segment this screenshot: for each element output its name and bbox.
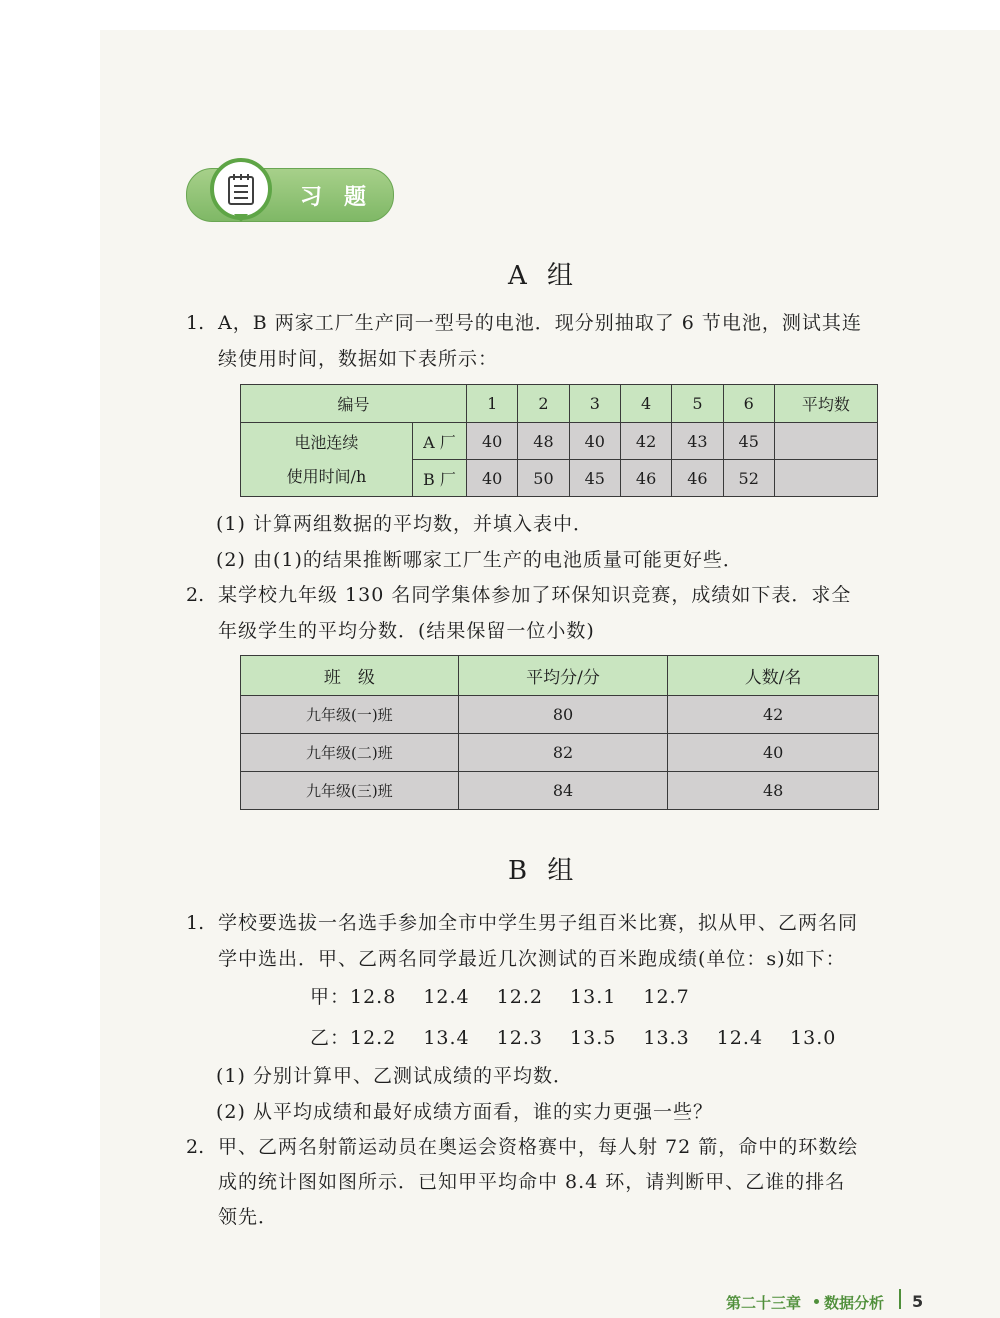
- jia-scores: 甲：12.8 12.4 12.2 13.1 12.7: [310, 986, 690, 1008]
- question-b2-number: 2.: [186, 1136, 205, 1158]
- question-b1-sub2: (2) 从平均成绩和最好成绩方面看，谁的实力更强一些？: [216, 1101, 713, 1123]
- table-id-cell: 4: [620, 385, 671, 423]
- table-id-cell: 1: [467, 385, 518, 423]
- question-a2-number: 2.: [186, 584, 205, 606]
- question-b1-sub1: (1) 分别计算甲、乙测试成绩的平均数．: [216, 1065, 573, 1087]
- question-b1-line2: 学中选出．甲、乙两名同学最近几次测试的百米跑成绩(单位：s)如下：: [218, 948, 846, 970]
- table-cell: 43: [672, 423, 723, 460]
- exercise-badge-label: 习题: [300, 185, 389, 210]
- table-cell: 42: [668, 696, 879, 734]
- class-score-table: [240, 655, 879, 810]
- page-number: 5: [912, 1292, 924, 1311]
- question-b2-line3: 领先．: [218, 1206, 279, 1228]
- table-cell: 50: [518, 460, 569, 497]
- question-b1-line1: 学校要选拔一名选手参加全市中学生男子组百米比赛，拟从甲、乙两名同: [218, 912, 859, 934]
- question-a1-number: 1.: [186, 312, 205, 334]
- table-cell: 40: [467, 423, 518, 460]
- table-cell: 48: [668, 772, 879, 810]
- table-cell: 45: [723, 423, 774, 460]
- table-cell: 80: [458, 696, 668, 734]
- class-name-cell: 九年级(三)班: [241, 772, 459, 810]
- table-cell: 82: [458, 734, 668, 772]
- table-header-count: 人数/名: [668, 656, 879, 696]
- footer-chapter: 第二十三章: [726, 1294, 802, 1312]
- table-cell: 45: [569, 460, 620, 497]
- table-header-id: 编号: [241, 385, 467, 423]
- table-cell: 46: [620, 460, 671, 497]
- factory-b-label: B 厂: [412, 460, 466, 497]
- question-a1-sub1: (1) 计算两组数据的平均数，并填入表中．: [216, 513, 593, 535]
- table-cell: 52: [723, 460, 774, 497]
- footer-divider: [899, 1289, 901, 1309]
- table-header-class: 班 级: [241, 656, 459, 696]
- yi-scores: 乙：12.2 13.4 12.3 13.5 13.3 12.4 13.0: [310, 1027, 837, 1049]
- table-cell: 40: [467, 460, 518, 497]
- table-cell: 48: [518, 423, 569, 460]
- question-a2-line1: 某学校九年级 130 名同学集体参加了环保知识竞赛，成绩如下表．求全: [218, 584, 852, 606]
- table-id-cell: 5: [672, 385, 723, 423]
- group-a-title: A 组: [508, 261, 580, 291]
- class-name-cell: 九年级(一)班: [241, 696, 459, 734]
- badge-pointer: [234, 214, 248, 222]
- table-row-label: [241, 423, 413, 497]
- table-header-average-score: 平均分/分: [458, 656, 668, 696]
- table-header-average: 平均数: [774, 385, 877, 423]
- question-a1-line2: 续使用时间，数据如下表所示：: [218, 348, 499, 370]
- battery-table: [240, 384, 878, 497]
- notepad-icon: [210, 158, 272, 220]
- table-cell: 40: [668, 734, 879, 772]
- question-b2-line2: 成的统计图如图所示．已知甲平均命中 8.4 环，请判断甲、乙谁的排名: [218, 1171, 846, 1193]
- footer-section: 数据分析: [824, 1294, 885, 1312]
- group-b-title: B 组: [508, 856, 580, 886]
- table-id-cell: 6: [723, 385, 774, 423]
- factory-a-label: A 厂: [412, 423, 466, 460]
- average-b-cell: [774, 460, 877, 497]
- footer-dot-separator: [814, 1299, 819, 1304]
- table-cell: 40: [569, 423, 620, 460]
- table-id-cell: 3: [569, 385, 620, 423]
- question-a1-sub2: (2) 由(1)的结果推断哪家工厂生产的电池质量可能更好些．: [216, 549, 743, 571]
- table-cell: 42: [620, 423, 671, 460]
- table-cell: 46: [672, 460, 723, 497]
- question-a1-line1: A，B 两家工厂生产同一型号的电池．现分别抽取了 6 节电池，测试其连: [218, 312, 862, 334]
- row-label-line2: 使用时间/h: [286, 466, 367, 486]
- question-b2-line1: 甲、乙两名射箭运动员在奥运会资格赛中，每人射 72 箭，命中的环数绘: [218, 1136, 859, 1158]
- table-id-cell: 2: [518, 385, 569, 423]
- table-cell: 84: [458, 772, 668, 810]
- row-label-line1: 电池连续: [294, 432, 359, 452]
- average-a-cell: [774, 423, 877, 460]
- question-b1-number: 1.: [186, 912, 205, 934]
- class-name-cell: 九年级(二)班: [241, 734, 459, 772]
- question-a2-line2: 年级学生的平均分数．(结果保留一位小数): [218, 620, 595, 642]
